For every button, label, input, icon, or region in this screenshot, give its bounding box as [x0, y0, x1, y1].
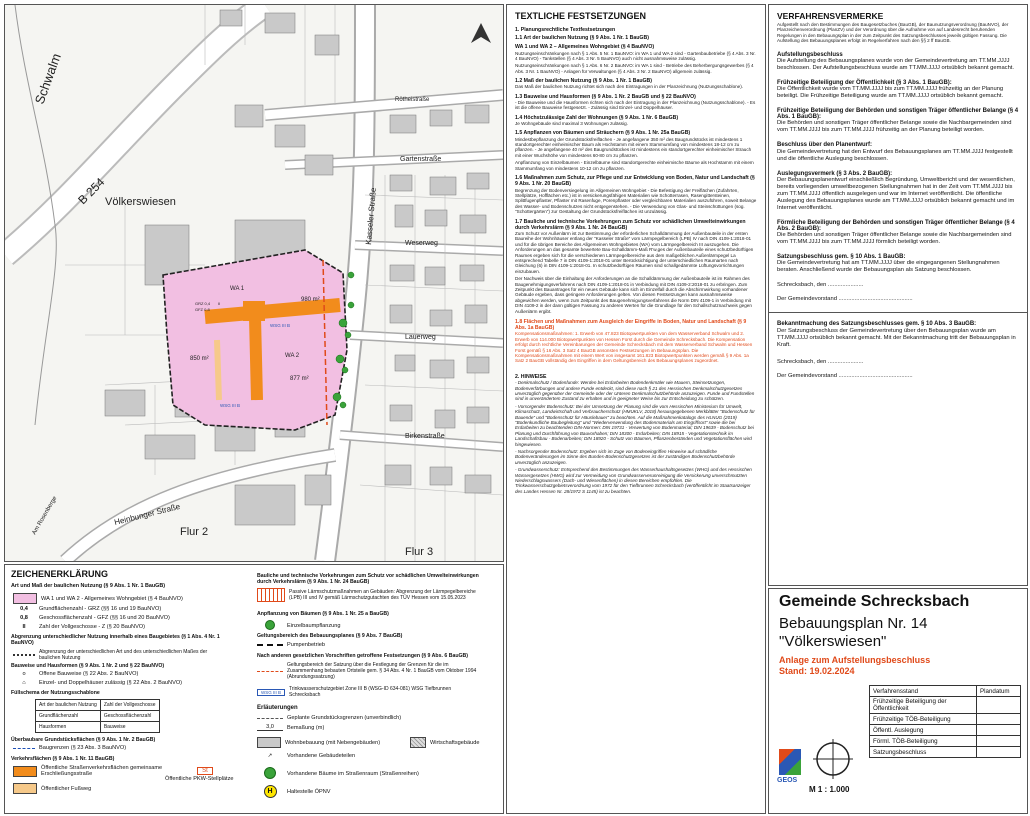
footpath-swatch	[13, 783, 37, 794]
legend-laerm: Bauliche und technische Vorkehrungen zum Schutz vor schädlichen Umwelteinwirkungen durch Verkehrslärm (§ 9 Abs. 1 Nr. 24 BauGB)	[257, 573, 479, 585]
area-flur3: Flur 3	[405, 546, 434, 558]
logo-text: GEOS	[777, 777, 798, 784]
label-area2: 980 m²	[301, 297, 320, 303]
legend-fuell: Füllschema der Nutzungsschablone	[11, 690, 100, 696]
legend-halte-row: H Haltestelle ÖPNV	[257, 785, 331, 798]
legend-nachrichtlich: Nach anderen gesetzlichen Vorschriften getroffene Festsetzungen (§ 9 Abs. 6 BauGB)	[257, 653, 469, 659]
legend-erl: Erläuterungen	[257, 705, 298, 711]
text-title: TEXTLICHE FESTSETZUNGEN	[515, 11, 647, 21]
legend-offen-row: o Offene Bauweise (§ 22 Abs. 2 BauNVO)	[22, 671, 139, 677]
map-svg	[5, 5, 503, 561]
legend-laerm2-row: Passive Lärmschutzmaßnahmen an Gebäuden: Abgrenzung der Lärmpegelbereiche (LPB) III und IV gemäß Lärmschutzgutachten des TÜV Hessen vom 15.05.2023	[257, 588, 479, 602]
street-kasseler: Kasseler Straße	[364, 187, 378, 246]
legend-vorhanden-row: ↗ Vorhandene Gebäudeteilen	[267, 753, 356, 759]
label-wa2: WA 2	[285, 353, 300, 359]
legend-wirt-row: Wirtschaftsgebäude	[410, 737, 479, 748]
street-weserweg: Weserweg	[405, 240, 438, 247]
legend-grz-row: 0,4 Grundflächenzahl - GRZ (§§ 16 und 19 BauNVO)	[20, 606, 162, 612]
legend-anpflanz: Anpflanzung von Bäumen (§ 9 Abs. 1 Nr. 25 a BauGB)	[257, 611, 389, 617]
legend-ueber: Überbaubare Grundstücksflächen (§ 9 Abs. 1 Nr. 2 BauGB)	[11, 737, 156, 743]
existing-tree-icon	[264, 767, 276, 779]
text-column	[506, 4, 766, 814]
legend-bauweise: Bauweise und Hausformen (§ 9 Abs. 1 Nr. 2 und § 22 BauNVO)	[11, 663, 165, 669]
street-heinbunger: Heinbunger Straße	[113, 501, 182, 527]
legend-gfz-row: 0,8 Geschossflächenzahl - GFZ (§§ 16 und 20 BauNVO)	[20, 615, 170, 621]
scale-label: M 1 : 1.000	[809, 785, 850, 794]
barn-swatch	[410, 737, 426, 748]
label-vg: II	[218, 301, 221, 306]
annex-label: Anlage zum Aufstellungsbeschluss	[779, 655, 931, 665]
legend-einzel-row: Einzelbaumpflanzung	[257, 620, 341, 632]
street-schwalm: Schwalm	[31, 51, 64, 107]
legend-strasse-row: Öffentliche Straßenverkehrsflächen gemeinsame Erschließungsstraße	[13, 765, 171, 777]
legend-title: ZEICHENERKLÄRUNG	[11, 569, 109, 579]
area-voelkerswiesen: Völkerswiesen	[105, 196, 176, 208]
legend-st-row: St Öffentliche PKW-Stellplätze	[165, 768, 234, 782]
tree-icon	[265, 620, 275, 630]
status-date: Stand: 19.02.2024	[779, 666, 855, 676]
bus-stop-icon: H	[264, 785, 277, 798]
plan-name: "Völkerswiesen"	[779, 633, 887, 650]
area-flur2: Flur 2	[180, 526, 209, 538]
title-block	[768, 588, 1028, 814]
municipality-name: Gemeinde Schrecksbach	[779, 593, 970, 610]
legend-baeume-row: Vorhandene Bäume im Straßenraum (Straßenreihen)	[257, 767, 419, 781]
legend-baugrenze-row: Baugrenzen (§ 23 Abs. 3 BauNVO)	[13, 745, 126, 751]
label-wa1: WA 1	[230, 286, 245, 292]
street-birken: Birkenstraße	[405, 433, 445, 440]
legend-abgrenz: Abgrenzung unterschiedlicher Nutzung innerhalb eines Baugebietes (§ 1 Abs. 4 Nr. 1 BauNVO)	[11, 634, 220, 646]
legend-wsg-row: WSG III B Trinkwasserschutzgebiet Zone III B (WSG-ID 634-081) WSG Tiefbrunnen Schrecksbach	[257, 686, 479, 698]
label-wsg1: WSG III B	[270, 323, 291, 328]
legend-bemass-row: 3,0 Bemaßung (m)	[257, 724, 324, 731]
street-roethei: Rötheistraße	[395, 97, 430, 103]
plan-drawing	[4, 4, 504, 562]
legend-pumpe-row: Pumpenbetrieb	[257, 642, 325, 648]
label-grz: GRZ 0,4	[195, 301, 211, 306]
wa-swatch	[13, 593, 37, 604]
legend-ed-row: ⌂ Einzel- und Doppelhäuser zulässig (§ 22 Abs. 2 BauNVO)	[13, 680, 182, 686]
road-swatch	[13, 766, 37, 777]
legend-vg-row: II Zahl der Vollgeschosse - Z (§ 20 BauNVO)	[22, 624, 146, 630]
street-rosenberge: Am Rosenberge	[31, 495, 59, 536]
label-area1: 850 m²	[190, 356, 209, 362]
house-swatch	[257, 737, 281, 748]
compass-icon	[813, 739, 853, 779]
legend-grenzen-row: Geplante Grundstücksgrenzen (unverbindlich)	[257, 715, 401, 721]
legend-geltung: Geltungsbereich des Bebauungsplanes (§ 9 Abs. 7 BauGB)	[257, 633, 403, 639]
procedure-body: VERFAHRENSVERMERKE Aufgestellt nach den Bestimmungen des Baugesetzbuches (BauGB), der Baunutzungsverordnung (BauNVO), der Planzeichenverordnung (PlanZV) und der Verordnung über die Aufnahme von auf Landesrecht beruhenden Regelungen in den Bebauungsplan in der zum Zeitpunkt des Satzungsbeschlusses jeweils gültigen Fassung. Die Aufstellung des Bebauungsplanes erfolgt im Regelverfahren nach den §§ 2 ff BauGB. Aufstellungsbeschluss Die Aufstellung des Bebauungsplanes wurde von der Gemeindevertretung am TT.MM.JJJJ beschlossen. Der Aufstellungsbeschluss wurde am TT.MM.JJJJ ortsüblich bekannt gemacht. Frühzeitige Beteiligung der Öffentlichkeit (§ 3 Abs. 1 BauGB): Die Öffentlichkeit wurde vom TT.MM.JJJJ bis zum TT.MM.JJJJ frühzeitig an der Planung beteiligt. Die Frühzeitige Beteiligung wurde am TT.MM.JJJJ ortsüblich bekannt gemacht. Frühzeitige Beteiligung der Behörden und sonstigen Träger öffentlicher Belange (§ 4 Abs. 1 BauGB): Die Behörden und sonstigen Träger öffentlicher Belange sowie die Nachbargemeinden sind vom TT.MM.JJJJ bis zum TT.MM.JJJJ frühzeitig an der Planung beteiligt worden. Beschluss über den Planentwurf: Die Gemeindevertretung hat den Entwurf des Bebauungsplanes am TT.MM.JJJJ festgestellt und die öffentliche Auslegung beschlossen. Auslegungsvermerk (§ 3 Abs. 2 BauGB): Der Bebauungsplanentwurf einschließlich Begründung, Umweltbericht und der wesentlichen, bereits vorliegenden umweltbezogenen Stellungnahmen hat in der Zeit vom TT.MM.JJJJ bis zum TT.MM.JJJJ öffentlich ausgelegen und war im Internet veröffentlicht. Die öffentliche Auslegung des Bebauungsplanes wurde am TT.MM.JJJJ ortsüblich bekannt gemacht und im Internet veröffentlicht. Förmliche Beteiligung der Behörden und sonstigen Träger öffentlicher Belange (§ 4 Abs. 2 BauGB): Die Behörden und sonstigen Träger öffentlicher Belange sowie die Nachbargemeinden sind vom TT.MM.JJJJ bis zum TT.MM.JJJJ förmlich beteiligt worden. Satzungsbeschluss gem. § 10 Abs. 1 BauGB: Die Gemeindevertretung hat am TT.MM.JJJJ über die eingegangenen Stellungnahmen beraten. Anschließend wurde der Bebauungsplan als Satzung beschlossen. Schrecksbach, den ...................... Der Gemeindevorstand .............................................. Bekanntmachung des Satzungsbeschlusses gem. § 10 Abs. 3 BauGB: Der Satzungsbeschluss der Gemeindevertretung über den Bebauungsplan wurde am TT.MM.JJJJ ortsüblich bekannt gemacht. Mit der Bekanntmachung tritt der Bebauungsplan in Kraft. Schrecksbach, den ...................... Der Gemeindevorstand ..............................................	[777, 11, 1019, 379]
legend-fussweg-row: Öffentlicher Fußweg	[13, 783, 91, 794]
legend-wohn-row: Wohnbebauung (mit Nebengebäuden)	[257, 737, 380, 748]
legend-abgrenz2-row: Abgrenzung der unterschiedlichen Art und des unterschiedlichen Maßes der baulichen Nutzung	[13, 649, 229, 661]
street-garten: Gartenstraße	[400, 156, 442, 163]
text-body: 1. Planungsrechtliche Textfestsetzungen 1.1 Art der baulichen Nutzung (§ 9 Abs. 1 Nr. 1 BauGB) WA 1 und WA 2 – Allgemeines Wohngebiet (§ 4 BauNVO) Nutzungseinschränkungen nach § 1 Abs. 5 Nr. 1 BauNVO: im WA 1 und WA 2 sind - Gartenbaubetriebe (§ 4 Abs. 3 Nr. 4 BauNVO) - Tankstellen (§ 4 Abs. 3 Nr. 5 BauNVO) auch nicht ausnahmsweise zulässig. Nutzungseinschränkungen nach § 1 Abs. 6 Nr. 2 BauNVO: im WA 1 sind - Betriebe des Beherbergungsgewerbes (§ 4 Abs. 3 Nr. 1 BauNVO) - Anlagen für Verwaltungen (§ 4 Abs. 3 Nr. 2 BauNVO) allgemein zulässig. 1.2 Maß der baulichen Nutzung (§ 9 Abs. 1 Nr. 1 BauGB) Das Maß der baulichen Nutzung richtet sich nach den Eintragungen in der Planzeichnung (Nutzungsschablone). 1.3 Bauweise und Hausformen (§ 9 Abs. 1 Nr. 2 BauGB und § 22 BauNVO) - Die Bauweise und die Hausformen richten sich nach der Eintragung in der Planzeichnung (Nutzungsschablone). - Es ist die offene Bauweise festgesetzt. - Zulässig sind Einzel- und Doppelhäuser. 1.4 Höchstzulässige Zahl der Wohnungen (§ 9 Abs. 1 Nr. 6 BauGB) Je Wohngebäude sind maximal 3 Wohnungen zulässig. 1.5 Anpflanzen von Bäumen und Sträuchern (§ 9 Abs. 1 Nr. 25a BauGB) Mindestbepflanzung der Grundstücksfreiflächen - Je angefangene 350 m² des Baugrundstücks ist mindestens 1 standortgerechter einheimischer Baum als Hochstamm mit einem Stammumfang von mindestens 18-12 cm zu pflanzen. - Je angefangene 40 m² des Baugrundstückes ist mindestens ein standortgerechter einheimischer Strauch mit einer Wuchshöhe von mindestens 60-80 cm zu pflanzen. Anpflanzung von Einzelbäumen - Einzelbäume sind standortgerechte einheimische Bäume als Hochstamm mit einem Stammumfang von mindestens 10-12 cm zu pflanzen. 1.6 Maßnahmen zum Schutz, zur Pflege und zur Entwicklung von Boden, Natur und Landschaft (§ 9 Abs. 1 Nr. 20 BauGB) Begrenzung der Bodenversiegelung im Allgemeinen Wohngebiet - Die Befestigung der Freiflächen (Zufahrten, Stellplätze, Hofflächen etc.) ist in versickerungsfähigen Materialien wie Schotterrasen, Rasengittersteinen, Splittfugenpflaster, Pflaster mit Rasenfuge, Porenpflaster oder vergleichbaren Materialien auszuführen, soweit Belange des Wasser- und Bodenschutzes nicht entgegenstehen. - Die Verwendung von Glas- und Steinschüttungen (sog. "Schottergärten") zur Gestaltung der Grundstücksfreiflächen ist unzulässig. 1.7 Bauliche und technische Vorkehrungen zum Schutz vor schädlichen Umwelteinwirkungen durch Verkehrslärm (§ 9 Abs. 1 Nr. 24 BauGB) Zum Schutz vor Außenlärm ist zur Bestimmung der erforderlichen Schalldämmung der Außenbauteile in der ersten Baureihe der Wohnhäuser entlang der "Kasseler Straße" vom Lärmpegelbereich (LPB) IV nach DIN 4109-1:2018-01 und für die übrigen Bereiche des Allgemeinen Wohngebietes (WA) vom Lärmpegelbereich III auszugehen. Die Anforderungen an das gesamte bewertete Bau-Schalldämm-Maß R'w,ges der Außenbauteile eines schutzbedürftigen Raumes ergeben sich für die verschiedenen Lärmpegelbereiche aus dem maßgeblichen Außenlärmpegel La entsprechend Tabelle 7 in DIN 4109-1:2018-01 unter Berücksichtigung der unterschiedlichen Raumarten nach Gleichung (6) in DIN 4109-1:2018-01. In schutzbedürftigen Räumen sind schallgedämmte Lüftungsvorrichtungen einzubauen. Der Nachweis über die Einhaltung der Anforderungen an die Schalldämmung der Außenbauteile ist im Rahmen des Baugenehmigungsverfahrens nach DIN 4109-1:2018-01 in Verbindung mit DIN 4109-2:2018-01 zu erbringen. Zum Zeitpunkt des Bauantrages für ein neues Gebäude kann sich im Einzelfall durch die Abschirmwirkung vorhandener Gebäude ergeben, dass geringere Anforderungen gelten. Von diesen Festsetzungen kann ausnahmsweise abgewichen werden, wenn zum Zeitpunkt des Baugenehmigungsverfahrens die Norm DIN 4109-1 in Verbindung mit DIN 4109-2 in der dann gültigen Fassung zu anderen Werten für die Grundlage für den Schallschutznachweis gegen Außenlärm ergibt. 1.8 Flächen und Maßnahmen zum Ausgleich der Eingriffe in Boden, Natur und Landschaft (§ 9 Abs. 1a BauGB) Kompensationsmaßnahmen: 1. Erwerb von 47.823 Biotopwertpunkten von dem Wasserverband Schwalm und 2. Erwerb von 114.000 Biotopwertpunkten von Hessen Forst durch die Gemeinde Schrecksbach. Die Kompensation erfolgt durch rechtliche Vereinbarungen der Gemeinde Schrecksbach mit dem Wasserverband Schwalm und Hessen Forst gemäß § 16 Abs. 3 Satz 4 BauGB ansonsten Festsetzungen im Bebauungsplan. Die Kompensationsmaßnahmen mit einem Wert von insgesamt 161.823 Biotopwertpunkten werden gemäß § 9 Abs. 1a Satz 2 BauGB vollständig den Eingriffen in dem Geltungsbereich des Bebauungsplanes zugeordnet. 2. HINWEISE - Denkmalschutz / Bodenfunde: Werden bei Erdarbeiten Bodendenkmäler wie Mauern, Steinsetzungen, Bodenverfärbungen und andere Funde entdeckt, sind diese nach § 21 des Hessischen Denkmalschutzgesetzes unverzüglich gegenüber der Gemeinde oder der Unteren Denkmalschutzbehörde anzuzeigen. Funde und Fundstellen sind in unverändertem Zustand zu erhalten und in geeigneter Weise bis zur Entscheidung zu schützen. - Vorsorgender Bodenschutz: Bei der Umsetzung der Planung sind die vom Hessischen Ministerium für Umwelt, Klimaschutz, Landwirtschaft und Verbraucherschutz (HMUKLV, 2018) herausgegebenen Merkblätter "Bodenschutz für Bauende" und "Bodenschutz für Häuslebauer" zu beachten. Auf die Maßnahmenkatalogs des HLNUG (2019) "Bodenkundliche Baubegleitung" und "Wiederverwendung des Bodenmaterials am Eingriffsort" sowie die bei Erdarbeiten zu beachtenden DIN-Normen: DIN 19731 - Verwertung von Bodenmaterial; DIN 19639 - Bodenschutz bei Planung und Durchführung von Bauvorhaben; DIN 18300 - Erdarbeiten; DIN 18915 - Vegetationstechnik im Landschaftsbau - Bodenarbeiten; DIN 18920 - Schutz von Bäumen, Pflanzenbeständen und Vegetationsflächen wird hingewiesen. - Nachsorgender Bodenschutz: Ergeben sich im Zuge von Bodeneingriffen Hinweise auf schädliche Bodenveränderungen im Sinne des Bundes-Bodenschutzgesetzes ist der zuständigen Bodenschutzbehörde unverzüglich anzuzeigen. - Grundwasserschutz: Entsprechend den Bestimmungen des Wasserhaushaltsgesetzes (WHG) und des Hessischen Wassergesetzes (HWG) wird zur Vermeidung von Grundwasserverunreinigung die Versickerung unverschmutzten Niederschlagswassers (Dach- und Wiesenflächen) in diesen Bereichen empfohlen. Die Trinkwasserschutzgebietsverordnung vom 1972 für den Tiefbrunnen Schrecksbach (veröffentlicht im Staatsanzeiger des Landes Hessen Nr. 28/1972 S 1145) ist zu beachten.	[515, 27, 757, 494]
legend-wa-row: WA 1 und WA 2 - Allgemeines Wohngebiet (§ 4 BauNVO)	[13, 593, 183, 604]
label-area3: 877 m²	[290, 376, 309, 382]
status-table: Verfahrensstand Plandatum Frühzeitige Beteiligung der Öffentlichkeit Frühzeitige TÖB-Beteiligung Öffentl. Auslegung Förml. TÖB-Beteiligung Satzungsbeschluss	[869, 685, 1021, 758]
street-lauerweg: Lauerweg	[405, 334, 436, 341]
plan-number: Bebauungsplan Nr. 14	[779, 615, 928, 632]
legend-sec1: Art und Maß der baulichen Nutzung (§ 9 Abs. 1 Nr. 1 BauGB)	[11, 583, 166, 589]
fuell-table: Art der baulichen Nutzung Zahl der Vollgeschosse Grundflächenzahl Geschossflächenzahl Hausformen Bauweise	[35, 699, 160, 733]
legend-verkehr: Verkehrsflächen (§ 9 Abs. 1 Nr. 11 BauGB)	[11, 756, 115, 762]
legend-geltungwsg-row: Geltungsbereich der Satzung über die Festlegung der Grenzen für die im Zusammenhang bebauten Ortsteile gem. § 34 Abs. 4 Nr. 1 BauGB vom Oktober 1994 (Abrundungssatzung)	[257, 662, 477, 680]
ed-icon: ⌂	[22, 680, 26, 686]
label-gfz: GFZ 0,8	[195, 307, 210, 312]
procedure-notes	[768, 4, 1028, 586]
legend	[4, 564, 504, 814]
street-b254: B 254	[75, 175, 108, 208]
label-wsg2: WSG III B	[220, 403, 241, 408]
geos-logo	[779, 749, 801, 775]
